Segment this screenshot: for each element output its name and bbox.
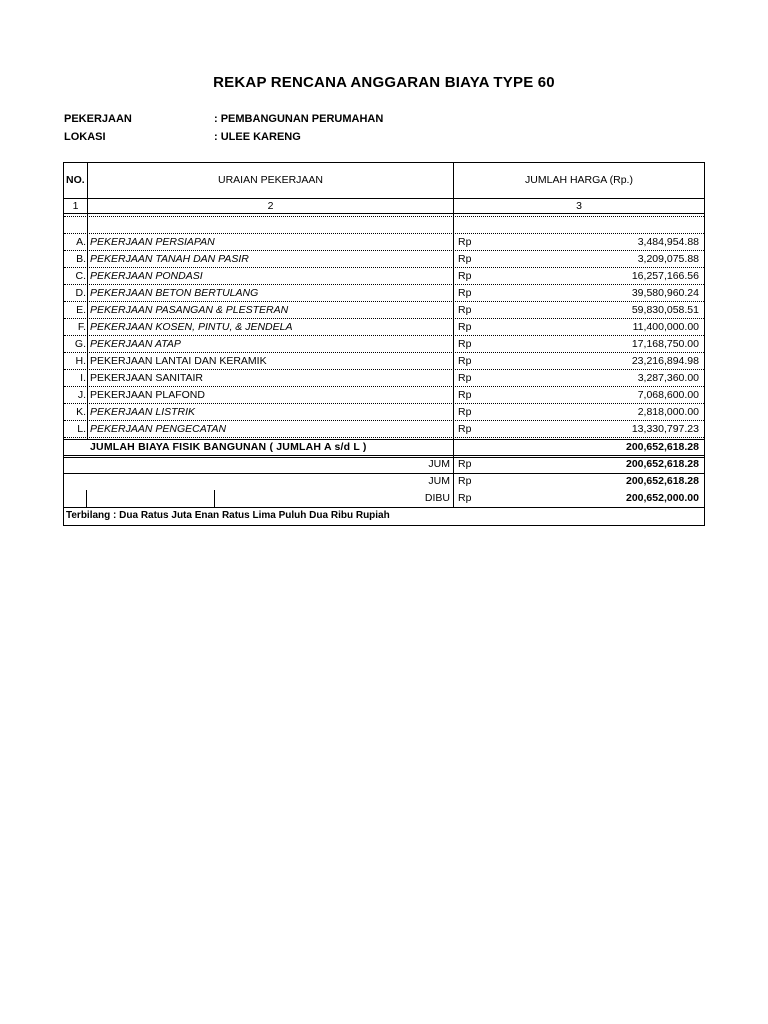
row-amount: 2,818,000.00: [637, 406, 699, 418]
document-title: REKAP RENCANA ANGGARAN BIAYA TYPE 60: [213, 74, 555, 91]
total-amount: 200,652,618.28: [626, 441, 699, 453]
row-number: K.: [76, 406, 86, 418]
table-row: [64, 268, 704, 285]
row-number: C.: [75, 270, 86, 282]
row-description: PEKERJAAN PERSIAPAN: [90, 236, 215, 248]
row-currency: Rp: [458, 338, 472, 350]
col-number: 3: [576, 200, 582, 212]
row-currency: Rp: [458, 321, 472, 333]
row-description: PEKERJAAN PLAFOND: [90, 389, 205, 401]
summary-amount: 200,652,000.00: [626, 492, 699, 504]
row-description: PEKERJAAN TANAH DAN PASIR: [90, 253, 249, 265]
row-amount: 3,287,360.00: [637, 372, 699, 384]
row-number: H.: [75, 355, 86, 367]
header-uraian: URAIAN PEKERJAAN: [217, 174, 324, 186]
summary-rp: Rp: [458, 492, 472, 504]
row-number: F.: [77, 321, 86, 333]
row-number: D.: [75, 287, 86, 299]
row-divider: [64, 455, 704, 456]
row-amount: 17,168,750.00: [631, 338, 699, 350]
row-currency: Rp: [458, 287, 472, 299]
table-row: [64, 404, 704, 421]
row-currency: Rp: [458, 253, 472, 265]
row-description: PEKERJAAN SANITAIR: [90, 372, 203, 384]
col-number: 2: [267, 200, 274, 212]
row-amount: 59,830,058.51: [631, 304, 699, 316]
table-row: [64, 370, 704, 387]
summary-label: JUM: [428, 475, 450, 487]
row-description: PEKERJAAN PENGECATAN: [90, 423, 227, 435]
row-number: B.: [76, 253, 86, 265]
row-currency: Rp: [458, 236, 472, 248]
row-number: G.: [74, 338, 86, 350]
row-currency: Rp: [458, 406, 472, 418]
row-number: J.: [77, 389, 86, 401]
meta-label: PEKERJAAN: [64, 113, 132, 125]
row-divider: [64, 216, 704, 217]
summary-rp: Rp: [458, 458, 472, 470]
row-amount: 7,068,600.00: [637, 389, 699, 401]
row-description: PEKERJAAN KOSEN, PINTU, & JENDELA: [90, 321, 293, 333]
table-row: [64, 387, 704, 404]
row-number: L.: [77, 423, 86, 435]
row-amount: 11,400,000.00: [632, 321, 699, 333]
row-currency: Rp: [458, 372, 472, 384]
col-divider: [86, 490, 87, 507]
table-row: [64, 421, 704, 438]
row-amount: 23,216,894.98: [631, 355, 699, 367]
meta-value: : ULEE KARENG: [214, 131, 301, 143]
row-description: PEKERJAAN LISTRIK: [90, 406, 196, 418]
col-divider: [214, 490, 215, 507]
row-currency: Rp: [458, 389, 472, 401]
summary-label: JUM: [428, 458, 450, 470]
col-number: 1: [72, 200, 79, 212]
row-description: PEKERJAAN ATAP: [90, 338, 181, 350]
row-description: PEKERJAAN LANTAI DAN KERAMIK: [90, 355, 267, 367]
table-row: [64, 285, 704, 302]
table-row: [64, 336, 704, 353]
header-no: NO.: [66, 174, 85, 186]
summary-amount: 200,652,618.28: [626, 458, 699, 470]
row-amount: 3,484,954.88: [637, 236, 699, 248]
row-divider: [64, 473, 704, 474]
row-amount: 13,330,797.23: [631, 423, 699, 435]
row-description: PEKERJAAN PASANGAN & PLESTERAN: [90, 304, 289, 316]
row-currency: Rp: [458, 270, 472, 282]
table-row: [64, 319, 704, 336]
terbilang-text: Terbilang : Dua Ratus Juta Enan Ratus Lima Puluh Dua Ribu Rupiah: [66, 510, 390, 521]
rab-table: [63, 162, 705, 526]
row-divider: [64, 507, 704, 508]
row-amount: 39,580,960.24: [631, 287, 699, 299]
row-description: PEKERJAAN BETON BERTULANG: [90, 287, 259, 299]
row-amount: 3,209,075.88: [637, 253, 699, 265]
summary-label: DIBU: [424, 492, 450, 504]
meta-value: : PEMBANGUNAN PERUMAHAN: [214, 113, 384, 125]
row-currency: Rp: [458, 355, 472, 367]
total-label: JUMLAH BIAYA FISIK BANGUNAN ( JUMLAH A s/d L ): [90, 441, 367, 453]
summary-rp: Rp: [458, 475, 472, 487]
row-number: I.: [80, 372, 86, 384]
row-number: A.: [76, 236, 86, 248]
table-row: [64, 353, 704, 370]
table-row: [64, 251, 704, 268]
table-row: [64, 234, 704, 251]
table-row: [64, 302, 704, 319]
row-divider: [64, 437, 704, 438]
row-currency: Rp: [458, 304, 472, 316]
row-number: E.: [76, 304, 86, 316]
row-divider: [64, 213, 704, 214]
row-divider: [64, 457, 704, 458]
row-amount: 16,257,166.56: [631, 270, 699, 282]
row-currency: Rp: [458, 423, 472, 435]
row-description: PEKERJAAN PONDASI: [90, 270, 203, 282]
summary-amount: 200,652,618.28: [626, 475, 699, 487]
meta-label: LOKASI: [64, 131, 106, 143]
header-jumlah: JUMLAH HARGA (Rp.): [525, 174, 633, 186]
